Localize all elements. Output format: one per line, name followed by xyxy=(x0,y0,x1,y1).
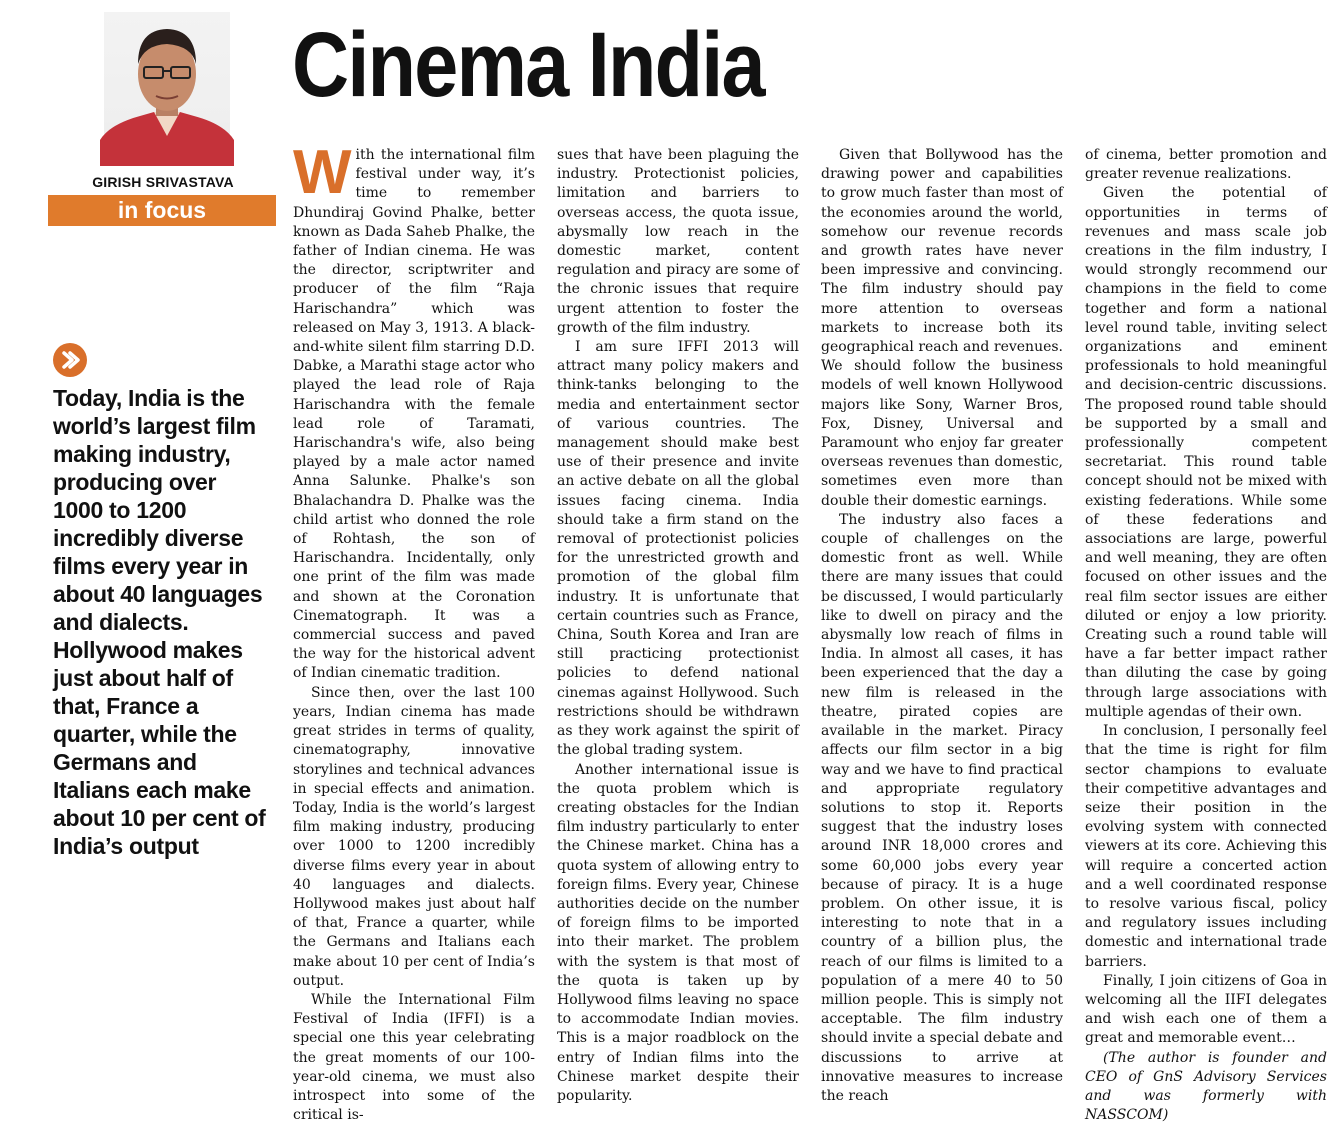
author-photo xyxy=(104,12,230,166)
article-paragraph: The industry also faces a couple of challenges on the domestic front as well. While there are many issues that could be discussed, I would particularly like to dwell on piracy and the abysmally low reach of films in India. In almost all cases, it has been experienced that the day a new film is released in the theatre, pirated copies are available in the market. Piracy affects our film sector in a big way and we have to find practical and appropriate regulatory solutions to stop it. Reports suggest that the industry loses around INR 18,000 crores and some 60,000 jobs every year because of piracy. It is a huge problem. On other issue, it is interesting to note that in a country of a billion plus, the reach of our films is limited to a population of a mere 40 to 50 million people. This is simply not acceptable. The film industry should invite a special debate and discussions to arrive at innovative measures to increase the reach xyxy=(821,511,1063,1104)
article-paragraph xyxy=(293,138,535,684)
article-paragraph: While the International Film Festival of India (IFFI) is a special one this year celebrating the great moments of our 100-year-old cinema, we must also introspect into some of the critical is- xyxy=(293,991,535,1124)
column-tag: in focus xyxy=(48,195,276,226)
article-column-4 xyxy=(1085,146,1327,1124)
article-column-1 xyxy=(293,138,535,1124)
chevron-right-circle-icon xyxy=(53,343,87,377)
author-name: GIRISH SRIVASTAVA xyxy=(92,174,234,190)
headline: Cinema India xyxy=(292,14,764,116)
article-paragraph: Given the potential of opportunities in terms of revenues and mass scale job creations in the film industry, I would strongly recommend our champions in the field to come together and form a national level round table, inviting select organizations and eminent professionals to hold meaningful and decision-centric discussions. The proposed round table should be supported by a small and professionally competent secretariat. This round table concept should not be mixed with existing federations. While some of these federations and associations are large, powerful and well meaning, they are often focused on other issues and the real film sector issues are either diluted or enjoy a low priority. Creating such a round table will have a far better impact rather than diluting the case by going through large associations with multiple agendas of their own. xyxy=(1085,185,1327,720)
article-column-2 xyxy=(557,146,799,1104)
paragraph-text: ith the international film festival under way, it’s time to remember Dhundiraj Govind Phalke, better known as Dada Saheb Phalke, the father of Indian cinema. He was the director, scriptwriter and producer of the film “Raja Harischandra” which was released on May 3, 1913. A black-and-white silent film starring D.D. Dabke, a Marathi stage actor who played the lead role of Raja Harischandra with the female lead role of Taramati, Harischandra's wife, also being played by a male actor named Anna Salunke. Phalke's son Bhalachandra D. Phalke was the child artist who donned the role of Rohtash, the son of Harischandra. Incidentally, only one print of the film was made and shown at the Coronation Cinematograph. It was a commercial success and paved the way for the historical advent of Indian cinematic tradition. xyxy=(293,147,535,682)
article-paragraph: Another international issue is the quota problem which is creating obstacles for the Indian film industry particularly to enter the Chinese market. China has a quota system of allowing entry to foreign films. Every year, Chinese authorities decide on the number of foreign films to be imported into their market. The problem with the system is that most of the quota is taken up by Hollywood films leaving no space to accommodate Indian movies. This is a major roadblock on the entry of Indian films into the Chinese market despite their popularity. xyxy=(557,761,799,1104)
article-column-3 xyxy=(821,146,1063,1104)
article-paragraph: Since then, over the last 100 years, Indian cinema has made great strides in terms of quality, cinematography, innovative storylines and technical advances in special effects and animation. Today, India is the world’s largest film making industry, producing over 1000 to 1200 incredibly diverse films every year in about 40 languages and dialects. Hollywood makes just about half of that, France a quarter, while the Germans and Italians each make about 10 per cent of India’s output. xyxy=(293,684,535,989)
article-paragraph: of cinema, better promotion and greater revenue realizations. xyxy=(1085,147,1327,183)
article-paragraph: Finally, I join citizens of Goa in welcoming all the IIFI delegates and wish each one of them a great and memorable event… xyxy=(1085,972,1327,1047)
article-paragraph: I am sure IFFI 2013 will attract many policy makers and think-tanks belonging to the media and entertainment sector of various countries. The management should make best use of their presence and invite an active debate on all the global issues facing cinema. India should take a firm stand on the removal of protectionist policies for the unrestricted growth and promotion of the global film industry. It is unfortunate that certain countries such as France, China, South Korea and Iran are still practicing protectionist policies to defend national cinemas against Hollywood. Such restrictions should be withdrawn as they work against the spirit of the global trading system. xyxy=(557,339,799,759)
article-paragraph: sues that have been plaguing the industry. Protectionist policies, limitation and barriers to overseas access, the quota issue, abysmally low reach in the domestic market, content regulation and piracy are some of the chronic issues that require urgent attention to foster the growth of the film industry. xyxy=(557,147,799,336)
drop-cap: W xyxy=(293,138,352,207)
pull-quote: Today, India is the world’s largest film making industry, producing over 1000 to 1200 incredibly diverse films every year in about 40 languages and dialects. Hollywood makes just about half of that, France a quarter, while the Germans and Italians each make about 10 per cent of India’s output xyxy=(53,385,266,859)
article-paragraph: Given that Bollywood has the drawing power and capabilities to grow much faster than most of the economies around the world, somehow our revenue records and growth rates have never been impressive and convincing. The film industry should pay more attention to overseas markets to increase both its geographical reach and revenues. We should follow the business models of well known Hollywood majors like Sony, Warner Bros, Fox, Disney, Universal and Paramount who enjoy far greater overseas revenues than domestic, sometimes even more than double their domestic earnings. xyxy=(821,147,1063,509)
author-byline: (The author is founder and CEO of GnS Advisory Services and was formerly with NASSCOM) xyxy=(1085,1049,1327,1124)
article-paragraph: In conclusion, I personally feel that the time is right for film sector champions to evaluate their competitive advantages and seize their position in the evolving system with connected viewers at its core. Achieving this will require a concerted action and a well coordinated response to resolve various fiscal, policy and regulatory issues including domestic and international trade barriers. xyxy=(1085,723,1327,970)
